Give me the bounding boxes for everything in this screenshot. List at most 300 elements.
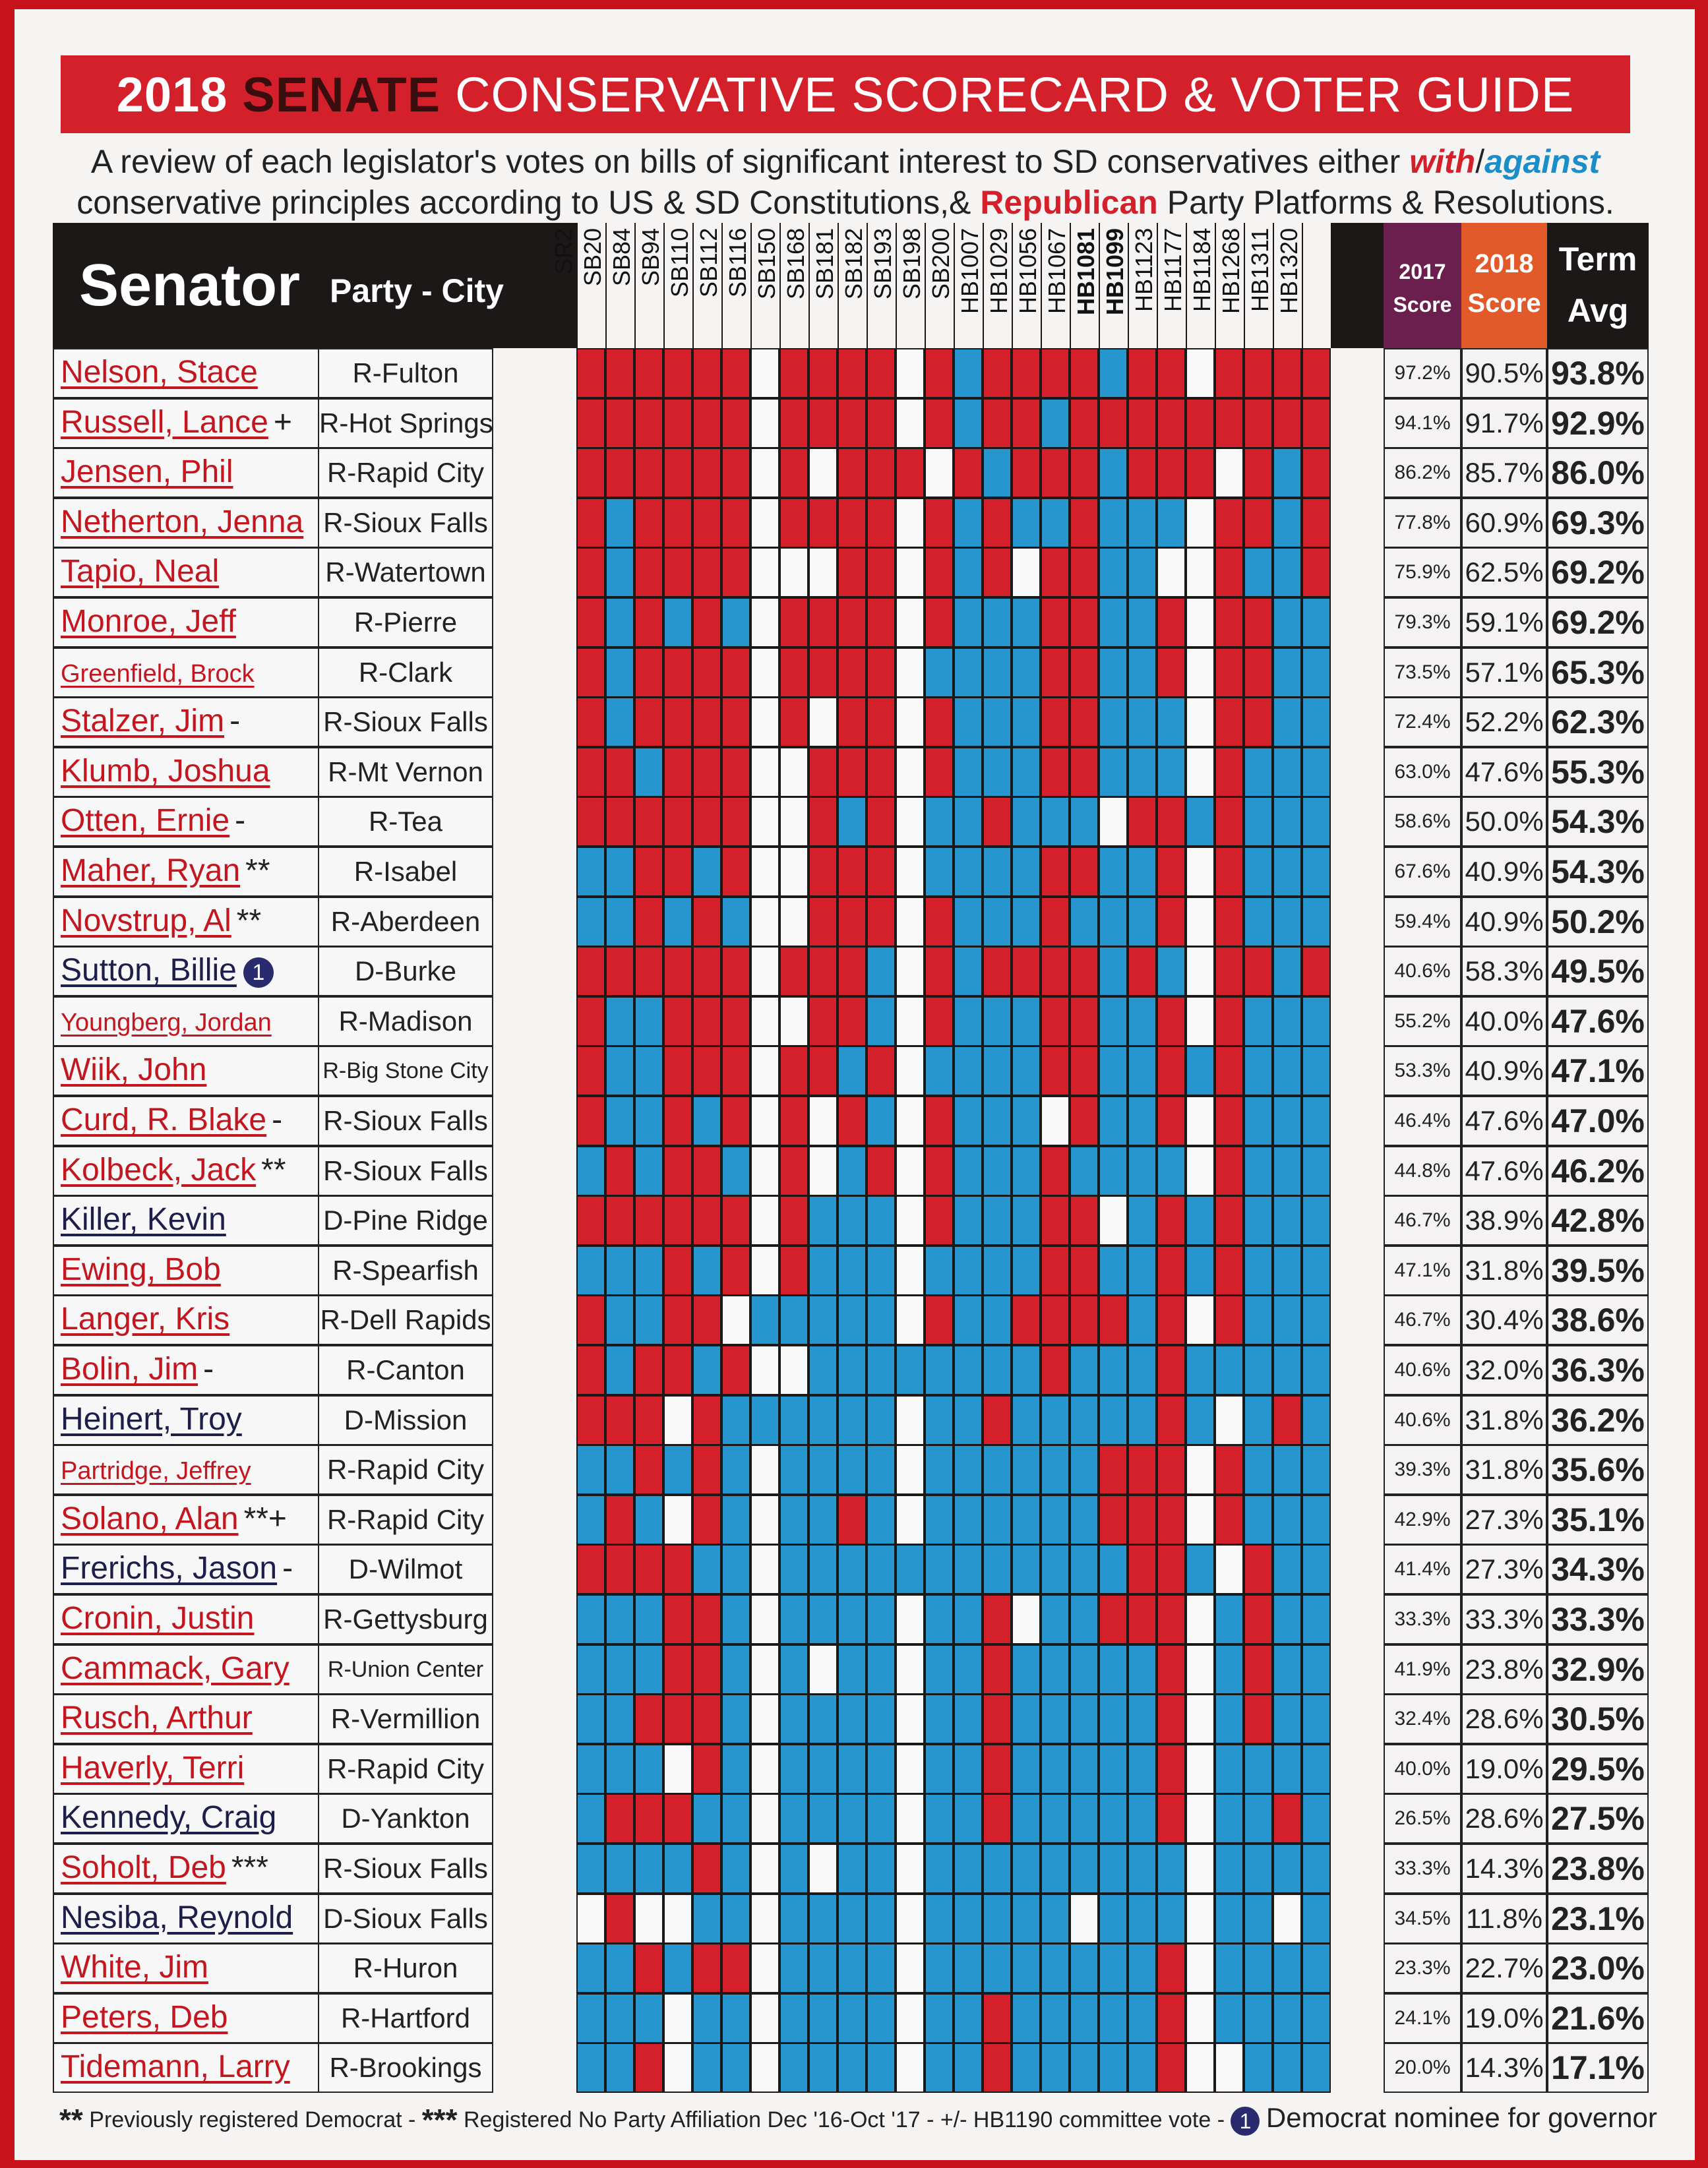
vote-cell (692, 1445, 721, 1495)
vote-cell (663, 1345, 692, 1395)
bill-label: HB1311 (1246, 228, 1273, 313)
vote-cell (867, 996, 896, 1046)
term-average: 86.0% (1547, 448, 1649, 498)
score-2018: 50.0% (1461, 797, 1547, 847)
vote-cell (808, 1943, 838, 1993)
vote-cell (1302, 897, 1331, 947)
vote-cell (1157, 597, 1186, 647)
vote-cell (750, 747, 779, 797)
vote-cell (925, 946, 954, 996)
vote-cell (750, 1345, 779, 1395)
score-2017: 40.6% (1384, 1395, 1461, 1445)
vote-cell (1041, 747, 1070, 797)
senator-name-text: Klumb, Joshua (61, 753, 270, 789)
vote-cell (1157, 1495, 1186, 1545)
vote-cell (1186, 1943, 1215, 1993)
bill-label: HB1081 (1072, 228, 1099, 316)
senator-row (53, 1395, 1649, 1445)
term-average: 93.8% (1547, 348, 1649, 398)
senator-name (53, 647, 319, 698)
vote-cell (576, 1395, 605, 1445)
vote-cell (779, 1395, 808, 1445)
vote-cell (1244, 697, 1273, 747)
senator-name (53, 946, 319, 996)
score-2018: 23.8% (1461, 1644, 1547, 1695)
vote-cell (1273, 1943, 1302, 1993)
vote-cell (1273, 1246, 1302, 1296)
vote-cell (954, 1644, 983, 1695)
senator-party-city: R-Huron (319, 1943, 493, 1993)
vote-cell (1273, 1395, 1302, 1445)
vote-cell (808, 1644, 838, 1695)
vote-cell (954, 348, 983, 398)
vote-cell (1070, 1594, 1099, 1644)
term-average: 62.3% (1547, 697, 1649, 747)
senator-name (53, 1246, 319, 1296)
vote-cell (663, 597, 692, 647)
term-average: 46.2% (1547, 1146, 1649, 1196)
vote-cell (721, 1844, 750, 1894)
vote-cell (1244, 597, 1273, 647)
governor-nominee-badge: 1 (243, 957, 274, 988)
senator-party-city: R-Sioux Falls (319, 498, 493, 548)
vote-cell (779, 1943, 808, 1993)
vote-cell (721, 1295, 750, 1345)
vote-cell (983, 1046, 1012, 1096)
bill-label: SB150 (753, 228, 780, 300)
vote-cell (692, 1395, 721, 1445)
term-average: 36.3% (1547, 1345, 1649, 1395)
vote-cell (1041, 597, 1070, 647)
vote-cell (750, 1644, 779, 1695)
header-2017-sub: Score (1393, 293, 1452, 316)
vote-cell (983, 897, 1012, 947)
vote-cell (1273, 1345, 1302, 1395)
senator-name (53, 1345, 319, 1395)
senator-name (53, 1295, 319, 1345)
vote-cell (954, 1495, 983, 1545)
vote-cell (1186, 1744, 1215, 1794)
vote-cell (896, 1544, 925, 1594)
vote-cell (838, 1195, 867, 1246)
vote-cell (1273, 946, 1302, 996)
vote-cell (1099, 1395, 1128, 1445)
vote-cell (1302, 1993, 1331, 2043)
vote-cell (721, 1993, 750, 2043)
vote-cell (721, 797, 750, 847)
vote-cell (663, 797, 692, 847)
vote-cell (808, 946, 838, 996)
vote-cell (808, 1345, 838, 1395)
vote-cell (838, 1694, 867, 1744)
vote-cell (576, 1445, 605, 1495)
vote-cell (1215, 348, 1244, 398)
vote-cell (1041, 847, 1070, 897)
vote-cell (1128, 1544, 1157, 1594)
vote-cell (1244, 2043, 1273, 2093)
vote-cell (1099, 1894, 1128, 1944)
senator-name (53, 1793, 319, 1844)
vote-cell (1128, 547, 1157, 597)
bill-label: HB1177 (1159, 228, 1186, 313)
senator-party-city: R-Hot Springs (319, 398, 493, 448)
vote-cell (1041, 398, 1070, 448)
vote-cell (867, 348, 896, 398)
senator-suffix: **+ (243, 1501, 287, 1536)
senator-name-text: Frerichs, Jason (61, 1551, 278, 1586)
vote-cell (576, 1495, 605, 1545)
vote-cell (1070, 797, 1099, 847)
vote-cell (721, 597, 750, 647)
senator-row (53, 448, 1649, 498)
vote-cell (750, 1943, 779, 1993)
vote-cell (1244, 1694, 1273, 1744)
vote-cell (1302, 946, 1331, 996)
vote-cell (896, 1395, 925, 1445)
vote-cell (1302, 1544, 1331, 1594)
vote-cell (983, 1096, 1012, 1146)
score-2017: 39.3% (1384, 1445, 1461, 1495)
vote-cell (896, 448, 925, 498)
vote-cell (1273, 1694, 1302, 1744)
score-2017: 40.6% (1384, 1345, 1461, 1395)
vote-cell (634, 1445, 663, 1495)
senator-row (53, 1445, 1649, 1495)
vote-cell (1128, 348, 1157, 398)
score-2018: 85.7% (1461, 448, 1547, 498)
senator-party-city: R-Sioux Falls (319, 1096, 493, 1146)
vote-cell (1099, 1146, 1128, 1196)
vote-cell (692, 1295, 721, 1345)
vote-cell (1070, 1345, 1099, 1395)
senator-row (53, 946, 1649, 996)
vote-cell (634, 1544, 663, 1594)
vote-cell (1186, 1395, 1215, 1445)
vote-cell (750, 398, 779, 448)
vote-cell (1273, 547, 1302, 597)
vote-cell (605, 547, 634, 597)
header-party-city: Party - City (330, 272, 504, 309)
vote-cell (1099, 897, 1128, 947)
vote-cell (1157, 747, 1186, 797)
vote-cell (1128, 1295, 1157, 1345)
vote-cell (925, 847, 954, 897)
vote-cell (925, 1544, 954, 1594)
vote-cell (954, 1445, 983, 1495)
senator-name-text: Heinert, Troy (61, 1401, 242, 1437)
vote-cell (692, 1195, 721, 1246)
vote-cell (576, 1594, 605, 1644)
vote-cell (808, 398, 838, 448)
vote-cell (954, 448, 983, 498)
vote-cell (954, 1345, 983, 1395)
vote-cell (692, 448, 721, 498)
vote-cell (1302, 1943, 1331, 1993)
term-average: 23.0% (1547, 1943, 1649, 1993)
vote-cell (925, 398, 954, 448)
vote-cell (1215, 1096, 1244, 1146)
vote-cell (779, 597, 808, 647)
term-average: 39.5% (1547, 1246, 1649, 1296)
vote-cell (634, 647, 663, 698)
vote-cell (779, 1544, 808, 1594)
term-average: 69.2% (1547, 597, 1649, 647)
vote-cell (1302, 996, 1331, 1046)
vote-cell (1128, 1345, 1157, 1395)
vote-cell (1012, 1894, 1041, 1944)
vote-cell (954, 1096, 983, 1146)
vote-cell (605, 897, 634, 947)
vote-cell (838, 547, 867, 597)
vote-cell (750, 2043, 779, 2093)
vote-cell (983, 1894, 1012, 1944)
bill-label: HB1067 (1043, 228, 1070, 315)
vote-cell (1244, 498, 1273, 548)
vote-cell (896, 797, 925, 847)
vote-cell (721, 498, 750, 548)
vote-cell (779, 996, 808, 1046)
vote-cell (808, 1793, 838, 1844)
vote-cell (779, 1894, 808, 1944)
vote-cell (1128, 1445, 1157, 1495)
vote-cell (663, 1744, 692, 1794)
vote-cell (1128, 697, 1157, 747)
vote-cell (1302, 1844, 1331, 1894)
senator-party-city: R-Mt Vernon (319, 747, 493, 797)
score-2017: 23.3% (1384, 1943, 1461, 1993)
term-average: 92.9% (1547, 398, 1649, 448)
vote-cell (663, 1894, 692, 1944)
senator-party-city: R-Hartford (319, 1993, 493, 2043)
bill-label: SB20 (579, 228, 606, 287)
vote-cell (838, 797, 867, 847)
senator-suffix: *** (231, 1850, 268, 1885)
vote-cell (896, 597, 925, 647)
vote-cell (983, 1195, 1012, 1246)
vote-cell (896, 1894, 925, 1944)
vote-cell (1186, 1644, 1215, 1695)
vote-cell (1012, 1096, 1041, 1146)
senator-party-city: R-Rapid City (319, 1744, 493, 1794)
vote-cell (896, 1594, 925, 1644)
term-average: 30.5% (1547, 1694, 1649, 1744)
vote-cell (954, 697, 983, 747)
score-2018: 40.9% (1461, 897, 1547, 947)
vote-cell (634, 1495, 663, 1545)
vote-cell (838, 498, 867, 548)
vote-cell (838, 1644, 867, 1695)
vote-cell (1302, 1594, 1331, 1644)
senator-name (53, 1644, 319, 1695)
vote-cell (1157, 1644, 1186, 1695)
vote-cell (954, 1046, 983, 1096)
senator-row (53, 1744, 1649, 1794)
term-average: 23.8% (1547, 1844, 1649, 1894)
vote-cell (983, 647, 1012, 698)
vote-cell (1273, 1644, 1302, 1695)
senator-party-city: R-Sioux Falls (319, 1844, 493, 1894)
vote-cell (1215, 747, 1244, 797)
vote-cell (779, 348, 808, 398)
vote-cell (983, 1495, 1012, 1545)
vote-cell (925, 1993, 954, 2043)
vote-cell (808, 747, 838, 797)
vote-cell (750, 1894, 779, 1944)
vote-cell (867, 597, 896, 647)
score-2018: 62.5% (1461, 547, 1547, 597)
vote-cell (1302, 1395, 1331, 1445)
vote-cell (779, 1345, 808, 1395)
vote-cell (779, 1295, 808, 1345)
vote-cell (1041, 1594, 1070, 1644)
vote-cell (896, 2043, 925, 2093)
vote-cell (663, 2043, 692, 2093)
senator-name (53, 1943, 319, 1993)
score-2017: 34.5% (1384, 1894, 1461, 1944)
footer-note-1: Previously registered Democrat - (89, 2107, 416, 2132)
senator-row (53, 1295, 1649, 1345)
vote-cell (808, 1894, 838, 1944)
vote-cell (1157, 1993, 1186, 2043)
senator-party-city: D-Sioux Falls (319, 1894, 493, 1944)
vote-cell (1041, 647, 1070, 698)
vote-cell (750, 1046, 779, 1096)
vote-cell (1070, 498, 1099, 548)
vote-cell (1070, 2043, 1099, 2093)
vote-cell (808, 1295, 838, 1345)
vote-cell (925, 498, 954, 548)
title-banner (61, 55, 1630, 133)
senator-row (53, 1594, 1649, 1644)
vote-cell (605, 1943, 634, 1993)
vote-cell (663, 946, 692, 996)
vote-cell (838, 1793, 867, 1844)
score-2018: 19.0% (1461, 1993, 1547, 2043)
vote-cell (1041, 1395, 1070, 1445)
vote-cell (692, 1495, 721, 1545)
vote-cell (1273, 647, 1302, 698)
vote-cell (663, 1395, 692, 1445)
vote-cell (867, 1894, 896, 1944)
senator-name-text: Peters, Deb (61, 1999, 228, 2035)
vote-cell (779, 897, 808, 947)
senator-suffix: - (272, 1102, 283, 1137)
header-2017-score (1384, 223, 1461, 348)
vote-cell (983, 1445, 1012, 1495)
vote-cell (1099, 398, 1128, 448)
vote-cell (721, 697, 750, 747)
vote-cell (663, 1046, 692, 1096)
vote-cell (1215, 1694, 1244, 1744)
vote-cell (838, 398, 867, 448)
score-2018: 57.1% (1461, 647, 1547, 698)
senator-party-city: R-Gettysburg (319, 1594, 493, 1644)
vote-cell (954, 1395, 983, 1445)
vote-cell (1244, 1195, 1273, 1246)
vote-cell (838, 897, 867, 947)
vote-cell (663, 1694, 692, 1744)
senator-party-city: D-Wilmot (319, 1544, 493, 1594)
vote-cell (1070, 1295, 1099, 1345)
vote-cell (896, 547, 925, 597)
vote-cell (808, 1495, 838, 1545)
vote-cell (1273, 1894, 1302, 1944)
vote-cell (605, 847, 634, 897)
vote-cell (838, 647, 867, 698)
senator-name (53, 1993, 319, 2043)
vote-cell (1012, 1046, 1041, 1096)
vote-cell (1070, 1644, 1099, 1695)
score-2017: 33.3% (1384, 1844, 1461, 1894)
vote-cell (663, 1993, 692, 2043)
vote-cell (1302, 1295, 1331, 1345)
vote-cell (983, 597, 1012, 647)
vote-cell (896, 996, 925, 1046)
vote-cell (1070, 697, 1099, 747)
vote-cell (663, 1295, 692, 1345)
vote-cell (1012, 747, 1041, 797)
vote-cell (1244, 797, 1273, 847)
vote-cell (721, 747, 750, 797)
senator-name (53, 797, 319, 847)
vote-cell (1215, 597, 1244, 647)
vote-cell (692, 1246, 721, 1296)
vote-cell (750, 348, 779, 398)
vote-cell (838, 1345, 867, 1395)
senator-party-city: D-Yankton (319, 1793, 493, 1844)
senator-party-city: R-Watertown (319, 547, 493, 597)
score-2018: 40.0% (1461, 996, 1547, 1046)
term-average: 54.3% (1547, 797, 1649, 847)
vote-cell (1128, 2043, 1157, 2093)
senator-name (53, 1894, 319, 1944)
vote-cell (838, 1894, 867, 1944)
vote-cell (1070, 547, 1099, 597)
footer-badge: 1 (1231, 2107, 1260, 2136)
vote-cell (954, 498, 983, 548)
vote-cell (1012, 547, 1041, 597)
footer-note-2: Registered No Party Affiliation Dec '16-Oct '17 - +/- HB1190 committee vote - (463, 2107, 1225, 2132)
vote-cell (808, 697, 838, 747)
vote-cell (1070, 1395, 1099, 1445)
vote-cell (1186, 647, 1215, 698)
vote-cell (896, 498, 925, 548)
vote-cell (1157, 1744, 1186, 1794)
vote-cell (605, 1644, 634, 1695)
vote-cell (1215, 1195, 1244, 1246)
vote-cell (576, 1694, 605, 1744)
senator-party-city: R-Madison (319, 996, 493, 1046)
vote-cell (896, 1146, 925, 1196)
intro-against: against (1484, 143, 1601, 180)
vote-cell (954, 747, 983, 797)
header-term-avg (1547, 223, 1649, 348)
bill-label: SB182 (840, 228, 867, 300)
vote-cell (1041, 1195, 1070, 1246)
vote-cell (605, 1894, 634, 1944)
vote-cell (721, 1644, 750, 1695)
vote-cell (1215, 498, 1244, 548)
vote-cell (896, 1644, 925, 1695)
vote-cell (721, 1146, 750, 1196)
vote-cell (1302, 697, 1331, 747)
vote-cell (983, 398, 1012, 448)
vote-cell (983, 1694, 1012, 1744)
vote-cell (1012, 1793, 1041, 1844)
score-2018: 31.8% (1461, 1445, 1547, 1495)
intro-slash: / (1475, 143, 1485, 180)
vote-cell (779, 1694, 808, 1744)
